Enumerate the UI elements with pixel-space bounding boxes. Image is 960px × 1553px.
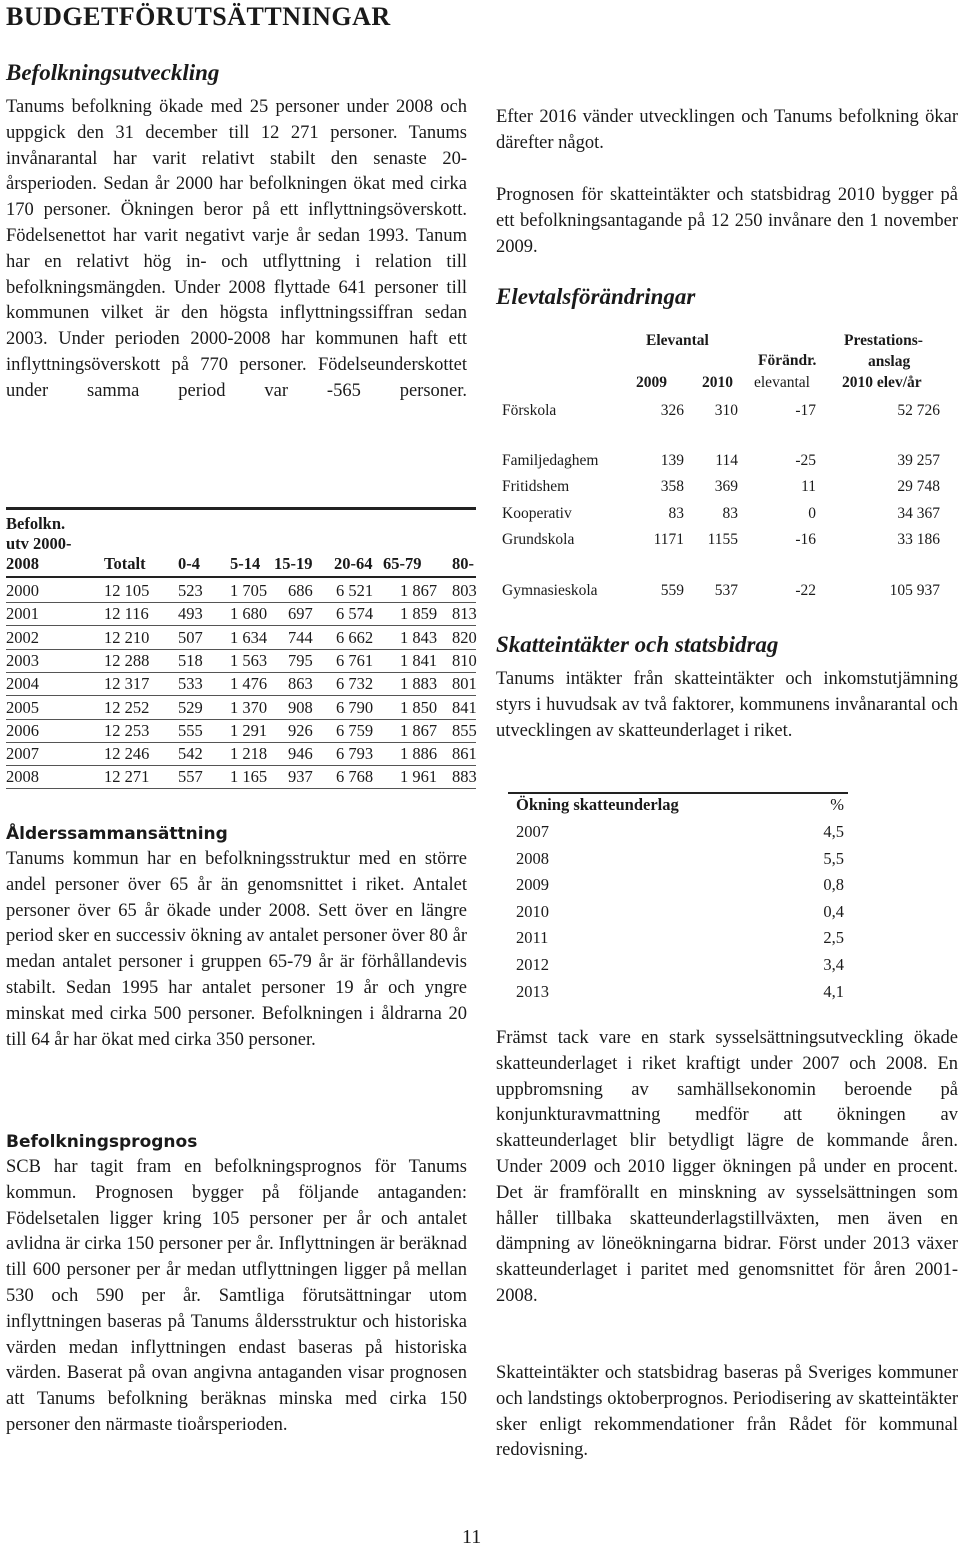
elev-row-value: 1171 [653, 531, 684, 548]
table-cell: 697 [288, 604, 313, 624]
table-cell: 555 [178, 720, 203, 740]
table-row [6, 765, 476, 789]
elev-row-value: 0 [808, 505, 816, 522]
skatt-row-year: 2013 [516, 981, 549, 1001]
table-cell: 1 291 [230, 720, 268, 740]
table-row [6, 742, 476, 766]
table-cell: 1 886 [400, 744, 438, 764]
paragraph-befolkning: Tanums befolkning ökade med 25 personer under 2008 och uppgick den 31 december till 12 271 personer. Tanums invånarantal har varit relativt stabilt den senaste 20-årsperioden. Sedan år 2000 har befolkningen ökat med cirka 170 personer. Ökningen beror på ett inflyttningsöverskott. Födelsenettot har varit negativt varje år sedan 1993. Tanum har en relativt hög in- och utflyttning i relation till befolkningsmängden. Under 2008 flyttade 641 personer till kommunen vilket är den högsta inflyttningssiffran sedan 2003. Under perioden 2000-2008 har kommunen haft ett inflyttningsöverskott på 770 personer. Födelseunderskottet under samma period var -565 personer. [6, 97, 467, 401]
table-cell: 1 841 [400, 650, 438, 670]
table-cell: 12 317 [104, 674, 150, 694]
skatt-row-value: 4,1 [823, 981, 844, 1001]
page-number: 11 [462, 1526, 482, 1548]
col-header-0-4: 0-4 [178, 554, 200, 573]
table-cell: 883 [452, 767, 477, 787]
heading-befolkningsprognos: Befolkningsprognos [6, 1132, 198, 1152]
elev-row-value: 34 367 [897, 505, 940, 522]
table-cell: 2007 [6, 744, 39, 764]
table-cell: 6 759 [336, 720, 374, 740]
skatt-row-year: 2010 [516, 901, 549, 921]
elev-row-value: 83 [722, 505, 738, 522]
table-cell: 1 843 [400, 627, 438, 647]
table-row [6, 649, 476, 673]
table-cell: 2002 [6, 627, 39, 647]
table-cell: 12 105 [104, 581, 150, 600]
table-row [6, 719, 476, 743]
elev-row-label: Gymnasieskola [502, 582, 598, 599]
table-cell: 523 [178, 581, 203, 600]
elev-row-value: 358 [660, 478, 684, 495]
table-cell: 493 [178, 604, 203, 624]
table-cell: 2008 [6, 767, 39, 787]
table-cell: 12 246 [104, 744, 150, 764]
elev-row-value: -17 [795, 402, 816, 419]
skatt-row-value: 0,4 [823, 901, 844, 921]
table-cell: 6 574 [336, 604, 374, 624]
table-cell: 795 [288, 650, 313, 670]
skatt-row-value: 3,4 [823, 955, 844, 974]
elev-row-label: Kooperativ [502, 505, 572, 522]
elev-row-value: 83 [668, 505, 684, 522]
table-cell: 863 [288, 674, 313, 694]
table-cell: 1 859 [400, 604, 438, 624]
table-row [6, 696, 476, 720]
elev-header-2010: 2010 [702, 374, 733, 391]
table-cell: 926 [288, 720, 313, 740]
corner-line-2: utv 2000- [6, 534, 72, 553]
skatt-row-year: 2009 [516, 875, 549, 895]
col-header-5-14: 5-14 [230, 554, 261, 573]
table-cell: 1 680 [230, 604, 268, 624]
skatt-row-year: 2012 [516, 955, 549, 974]
table-cell: 1 370 [230, 697, 268, 717]
skatt-top-rule [508, 792, 848, 794]
table-row [6, 602, 476, 626]
table-cell: 841 [452, 697, 477, 717]
table-cell: 801 [452, 674, 477, 694]
elev-row-value: 139 [660, 452, 684, 469]
table-cell: 12 253 [104, 720, 150, 740]
table-cell: 1 476 [230, 674, 268, 694]
table-cell: 533 [178, 674, 203, 694]
elev-row-value: 11 [801, 478, 816, 495]
table-cell: 2006 [6, 720, 39, 740]
paragraph-efter-2016: Efter 2016 vänder utvecklingen och Tanums befolkning ökar därefter något. [496, 107, 958, 153]
elev-row-value: 310 [714, 402, 738, 419]
table-cell: 908 [288, 697, 313, 717]
table-cell: 1 705 [230, 581, 268, 600]
table-cell: 6 521 [336, 581, 374, 600]
table-cell: 529 [178, 697, 203, 717]
elev-row-label: Fritidshem [502, 478, 570, 495]
elev-row-value: 29 748 [897, 478, 940, 495]
elev-row-value: 114 [715, 452, 738, 469]
skatt-header-label: Ökning skatteunderlag [516, 795, 679, 814]
paragraph-prognos: SCB har tagit fram en befolkningsprognos för Tanums kommun. Prognosen bygger på följande antaganden: Födelsetalen ligger kring 105 personer per år och antalet avlidna är cirka 150 personer per år. Inflyttningen är beräknad till 600 personer per år medan utflyttningen ligger på mellan 530 och 590 per år. Samtliga förutsättningar utom inflyttningen baseras på Tanums åldersstruktur och historiska värden medan inflyttningen endast baseras på historiska värden. Baserat på ovan angivna antaganden visar prognosen att Tanums befolkning beräknas minska med cirka 150 personer den närmaste tioårsperioden. [6, 1157, 467, 1435]
table-cell: 1 218 [230, 744, 268, 764]
table-cell: 6 761 [336, 650, 374, 670]
elev-header-anslag: anslag [868, 353, 911, 370]
elev-header-2009: 2009 [636, 374, 667, 391]
table-cell: 6 768 [336, 767, 374, 787]
skatt-row-year: 2011 [516, 928, 549, 948]
table-cell: 744 [288, 627, 313, 647]
table-row [6, 579, 476, 603]
elev-row-value: -22 [795, 582, 816, 599]
elev-row-value: -16 [795, 531, 816, 548]
elev-header-elev-ar: 2010 elev/år [842, 374, 922, 391]
elev-row-value: 33 186 [897, 531, 940, 548]
col-header-15-19: 15-19 [274, 554, 313, 573]
paragraph-alder: Tanums kommun har en befolkningsstruktur med en större andel personer över 65 år än genomsnittet i riket. Antalet personer över 65 år ökade under 2008. Sett över en längre period sker en successiv ökning av antalet personer över 80 år medan antalet personer i gruppen 65-79 år är förhållandevis stabilt. Sedan 1995 har antalet personer 19 år och yngre minskat med cirka 500 personer. Befolkningen i åldrarna 20 till 64 år har ökat med cirka 350 personer. [6, 849, 467, 1050]
table-cell: 2001 [6, 604, 39, 624]
elev-header-forandr: Förändr. [758, 352, 817, 369]
elev-row-label: Grundskola [502, 531, 575, 548]
table-cell: 6 790 [336, 697, 374, 717]
table-cell: 861 [452, 744, 477, 764]
col-header-65-79: 65-79 [383, 554, 422, 573]
table-cell: 12 210 [104, 627, 150, 647]
skatt-row-value: 2,5 [823, 928, 844, 948]
elev-row-value: 369 [714, 478, 738, 495]
table-cell: 810 [452, 650, 477, 670]
table-cell: 12 116 [104, 604, 149, 624]
elev-row-value: 1155 [707, 531, 738, 548]
skatt-row-value: 0,8 [823, 875, 844, 895]
table-header-rule [6, 576, 476, 578]
table-cell: 937 [288, 767, 313, 787]
col-header-totalt: Totalt [104, 554, 146, 573]
table-cell: 1 961 [400, 767, 438, 787]
table-cell: 686 [288, 581, 313, 600]
table-cell: 6 662 [336, 627, 374, 647]
table-cell: 6 793 [336, 744, 374, 764]
elev-row-value: 52 726 [897, 402, 940, 419]
heading-elevtalsforandringar: Elevtalsförändringar [496, 284, 696, 309]
paragraph-baseras: Skatteintäkter och statsbidrag baseras på Sveriges kommuner och landstings oktoberprognos. Periodisering av skatteintäkter sker enligt rekommendationer från Rådet för kommunal redovisning. [496, 1363, 958, 1461]
corner-line-1: Befolkn. [6, 514, 66, 533]
elev-header-prestations: Prestations- [844, 332, 923, 349]
heading-alderssammansattning: Ålderssammansättning [6, 824, 228, 844]
table-top-rule [6, 507, 476, 510]
elev-row-value: 559 [660, 582, 684, 599]
elev-row-value: 39 257 [897, 452, 940, 469]
table-cell: 542 [178, 744, 203, 764]
elev-header-elevantal: Elevantal [646, 332, 709, 349]
skatt-row-value: 5,5 [823, 848, 844, 868]
table-corner-label [6, 514, 72, 574]
elev-row-value: -25 [795, 452, 816, 469]
table-cell: 803 [452, 581, 477, 600]
table-row [6, 672, 476, 696]
col-header-80-plus: 80- [452, 554, 474, 573]
table-cell: 820 [452, 627, 477, 647]
elev-row-label: Förskola [502, 402, 557, 419]
corner-line-3: 2008 [6, 554, 39, 573]
table-cell: 2000 [6, 581, 39, 600]
elev-row-label: Familjedaghem [502, 452, 599, 469]
table-cell: 1 867 [400, 720, 438, 740]
table-cell: 12 271 [104, 767, 150, 787]
page-title: BUDGETFÖRUTSÄTTNINGAR [6, 2, 391, 31]
table-cell: 1 883 [400, 674, 438, 694]
table-cell: 1 850 [400, 697, 438, 717]
skatt-row-year: 2008 [516, 848, 549, 868]
table-cell: 2003 [6, 650, 39, 670]
paragraph-skatt-faktorer: Tanums intäkter från skatteintäkter och inkomstutjämning styrs i huvudsak av två faktorer, kommunens invånarantal och utvecklingen av skatteunderlaget i riket. [496, 669, 958, 741]
heading-skatteintakter: Skatteintäkter och statsbidrag [496, 632, 779, 657]
table-cell: 6 732 [336, 674, 374, 694]
table-cell: 1 563 [230, 650, 268, 670]
table-cell: 557 [178, 767, 203, 787]
table-cell: 518 [178, 650, 203, 670]
paragraph-prognosen-skatt: Prognosen för skatteintäkter och statsbidrag 2010 bygger på ett befolkningsantagande på 12 250 invånare den 1 november 2009. [496, 185, 958, 257]
table-cell: 2005 [6, 697, 39, 717]
table-cell: 855 [452, 720, 477, 740]
elev-row-value: 326 [660, 402, 684, 419]
table-cell: 1 634 [230, 627, 268, 647]
heading-befolkningsutveckling: Befolkningsutveckling [6, 60, 220, 85]
elev-row-value: 105 937 [889, 582, 940, 599]
table-cell: 2004 [6, 674, 39, 694]
table-cell: 946 [288, 744, 313, 764]
paragraph-sysselsattning: Främst tack vare en stark sysselsättningsutveckling ökade skatteunderlaget i riket kraftigt under 2007 och 2008. En uppbromsning av samhällsekonomin beroende på konjunkturavmattning medför att ökningen av skatteunderlaget blir betydligt lägre de kommande åren. Under 2009 och 2010 ligger ökningen på under en procent. Det är framförallt en minskning av sysselsättningen som håller tillbaka skatteunderlagstillväxten, men även en dämpning av löneökningarna bidrar. Först under 2013 växer skatteunderlaget i paritet med genomsnittet för åren 2001-2008. [496, 1028, 958, 1306]
table-cell: 813 [452, 604, 477, 624]
table-row [6, 626, 476, 650]
table-cell: 507 [178, 627, 203, 647]
table-cell: 12 288 [104, 650, 150, 670]
table-cell: 12 252 [104, 697, 150, 717]
elev-header-elevantal-2: elevantal [754, 374, 810, 391]
skatt-header-pct: % [830, 795, 844, 814]
elev-row-value: 537 [714, 582, 738, 599]
table-cell: 1 165 [230, 767, 268, 787]
skatt-row-year: 2007 [516, 822, 549, 841]
col-header-20-64: 20-64 [334, 554, 373, 573]
skatt-row-value: 4,5 [823, 822, 844, 841]
table-cell: 1 867 [400, 581, 438, 600]
